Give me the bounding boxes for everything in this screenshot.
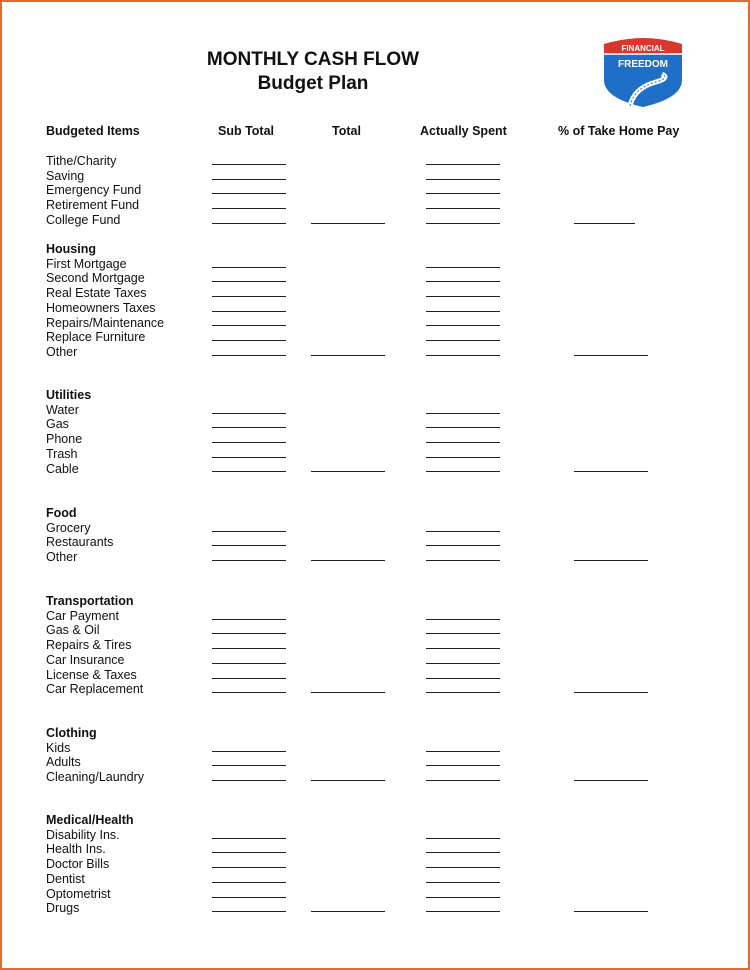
subtotal-blank[interactable] bbox=[212, 780, 286, 781]
actually-spent-blank[interactable] bbox=[426, 296, 500, 297]
percent-blank[interactable] bbox=[574, 223, 635, 224]
budget-item-label: License & Taxes bbox=[46, 667, 137, 682]
actually-spent-blank[interactable] bbox=[426, 911, 500, 912]
budget-item-label: Repairs/Maintenance bbox=[46, 315, 165, 330]
subtotal-blank[interactable] bbox=[212, 164, 286, 165]
actually-spent-blank[interactable] bbox=[426, 281, 500, 282]
logo-main-text: FREEDOM bbox=[618, 59, 668, 70]
subtotal-blank[interactable] bbox=[212, 648, 286, 649]
actually-spent-blank[interactable] bbox=[426, 852, 500, 853]
total-blank[interactable] bbox=[311, 471, 385, 472]
budget-item-label: Gas & Oil bbox=[46, 623, 100, 638]
actually-spent-blank[interactable] bbox=[426, 838, 500, 839]
actually-spent-blank[interactable] bbox=[426, 619, 500, 620]
subtotal-blank[interactable] bbox=[212, 311, 286, 312]
budget-item-label: Other bbox=[46, 550, 78, 565]
actually-spent-blank[interactable] bbox=[426, 442, 500, 443]
actually-spent-blank[interactable] bbox=[426, 164, 500, 165]
col-header-actually-spent: Actually Spent bbox=[420, 124, 507, 138]
actually-spent-blank[interactable] bbox=[426, 223, 500, 224]
subtotal-blank[interactable] bbox=[212, 340, 286, 341]
actually-spent-blank[interactable] bbox=[426, 648, 500, 649]
subtotal-blank[interactable] bbox=[212, 457, 286, 458]
actually-spent-blank[interactable] bbox=[426, 867, 500, 868]
actually-spent-blank[interactable] bbox=[426, 560, 500, 561]
actually-spent-blank[interactable] bbox=[426, 765, 500, 766]
subtotal-blank[interactable] bbox=[212, 751, 286, 752]
subtotal-blank[interactable] bbox=[212, 208, 286, 209]
subtotal-blank[interactable] bbox=[212, 633, 286, 634]
section-heading: Transportation bbox=[46, 594, 134, 608]
financial-freedom-logo bbox=[600, 30, 686, 108]
budget-item-label: Drugs bbox=[46, 901, 80, 916]
budget-item-label: Car Payment bbox=[46, 608, 119, 623]
section-heading: Utilities bbox=[46, 388, 92, 402]
subtotal-blank[interactable] bbox=[212, 179, 286, 180]
budget-item-label: Optometrist bbox=[46, 886, 111, 901]
section-heading: Housing bbox=[46, 242, 96, 256]
actually-spent-blank[interactable] bbox=[426, 692, 500, 693]
budget-item-label: Saving bbox=[46, 168, 85, 183]
total-blank[interactable] bbox=[311, 692, 385, 693]
subtotal-blank[interactable] bbox=[212, 471, 286, 472]
subtotal-blank[interactable] bbox=[212, 911, 286, 912]
budget-item-label: College Fund bbox=[46, 212, 121, 227]
subtotal-blank[interactable] bbox=[212, 296, 286, 297]
budget-item-label: Retirement Fund bbox=[46, 198, 140, 213]
budget-item-label: Dentist bbox=[46, 871, 85, 886]
subtotal-blank[interactable] bbox=[212, 223, 286, 224]
col-header-items: Budgeted Items bbox=[46, 124, 140, 138]
actually-spent-blank[interactable] bbox=[426, 340, 500, 341]
budget-item-label: Gas bbox=[46, 417, 69, 432]
budget-item-label: Health Ins. bbox=[46, 842, 106, 857]
logo-top-text: FINANCIAL bbox=[621, 44, 665, 53]
actually-spent-blank[interactable] bbox=[426, 267, 500, 268]
budget-item-label: Disability Ins. bbox=[46, 827, 120, 842]
total-blank[interactable] bbox=[311, 780, 385, 781]
subtotal-blank[interactable] bbox=[212, 531, 286, 532]
actually-spent-blank[interactable] bbox=[426, 531, 500, 532]
budget-item-label: Second Mortgage bbox=[46, 271, 145, 286]
actually-spent-blank[interactable] bbox=[426, 457, 500, 458]
actually-spent-blank[interactable] bbox=[426, 355, 500, 356]
page-title: MONTHLY CASH FLOW bbox=[206, 49, 420, 70]
actually-spent-blank[interactable] bbox=[426, 471, 500, 472]
budget-item-label: Emergency Fund bbox=[46, 183, 142, 198]
subtotal-blank[interactable] bbox=[212, 413, 286, 414]
subtotal-blank[interactable] bbox=[212, 545, 286, 546]
col-header-total: Total bbox=[332, 124, 361, 138]
actually-spent-blank[interactable] bbox=[426, 633, 500, 634]
subtotal-blank[interactable] bbox=[212, 355, 286, 356]
budget-item-label: Car Insurance bbox=[46, 652, 125, 667]
subtotal-blank[interactable] bbox=[212, 678, 286, 679]
budget-item-label: Grocery bbox=[46, 520, 91, 535]
budget-item-label: Cable bbox=[46, 461, 79, 476]
percent-blank[interactable] bbox=[574, 560, 648, 561]
subtotal-blank[interactable] bbox=[212, 838, 286, 839]
subtotal-blank[interactable] bbox=[212, 619, 286, 620]
subtotal-blank[interactable] bbox=[212, 897, 286, 898]
budget-item-label: Homeowners Taxes bbox=[46, 300, 156, 315]
section-heading: Food bbox=[46, 506, 77, 520]
actually-spent-blank[interactable] bbox=[426, 780, 500, 781]
actually-spent-blank[interactable] bbox=[426, 678, 500, 679]
budget-item-label: Adults bbox=[46, 755, 81, 770]
col-header-subtotal: Sub Total bbox=[218, 124, 275, 138]
percent-blank[interactable] bbox=[574, 911, 648, 912]
percent-blank[interactable] bbox=[574, 692, 648, 693]
actually-spent-blank[interactable] bbox=[426, 325, 500, 326]
budget-item-label: Kids bbox=[46, 740, 71, 755]
actually-spent-blank[interactable] bbox=[426, 193, 500, 194]
total-blank[interactable] bbox=[311, 355, 385, 356]
actually-spent-blank[interactable] bbox=[426, 208, 500, 209]
subtotal-blank[interactable] bbox=[212, 325, 286, 326]
subtotal-blank[interactable] bbox=[212, 663, 286, 664]
subtotal-blank[interactable] bbox=[212, 267, 286, 268]
budget-item-label: Other bbox=[46, 344, 78, 359]
actually-spent-blank[interactable] bbox=[426, 751, 500, 752]
subtotal-blank[interactable] bbox=[212, 867, 286, 868]
percent-blank[interactable] bbox=[574, 355, 648, 356]
budget-item-label: Cleaning/Laundry bbox=[46, 770, 144, 785]
page-subtitle: Budget Plan bbox=[257, 73, 369, 94]
subtotal-blank[interactable] bbox=[212, 852, 286, 853]
percent-blank[interactable] bbox=[574, 780, 648, 781]
actually-spent-blank[interactable] bbox=[426, 427, 500, 428]
actually-spent-blank[interactable] bbox=[426, 545, 500, 546]
budget-item-label: Replace Furniture bbox=[46, 330, 146, 345]
budget-item-label: Trash bbox=[46, 446, 78, 461]
actually-spent-blank[interactable] bbox=[426, 179, 500, 180]
percent-blank[interactable] bbox=[574, 471, 648, 472]
total-blank[interactable] bbox=[311, 223, 385, 224]
budget-item-label: Doctor Bills bbox=[46, 857, 110, 872]
actually-spent-blank[interactable] bbox=[426, 882, 500, 883]
budget-item-label: Repairs & Tires bbox=[46, 638, 132, 653]
actually-spent-blank[interactable] bbox=[426, 663, 500, 664]
budget-item-label: Tithe/Charity bbox=[46, 154, 117, 168]
subtotal-blank[interactable] bbox=[212, 692, 286, 693]
subtotal-blank[interactable] bbox=[212, 193, 286, 194]
budget-item-label: Phone bbox=[46, 432, 83, 447]
subtotal-blank[interactable] bbox=[212, 560, 286, 561]
actually-spent-blank[interactable] bbox=[426, 311, 500, 312]
subtotal-blank[interactable] bbox=[212, 882, 286, 883]
budget-item-label: Real Estate Taxes bbox=[46, 286, 147, 301]
total-blank[interactable] bbox=[311, 560, 385, 561]
budget-item-label: Restaurants bbox=[46, 535, 114, 550]
col-header-percent: % of Take Home Pay bbox=[558, 124, 680, 138]
budget-item-label: First Mortgage bbox=[46, 256, 127, 271]
budget-item-label: Water bbox=[46, 402, 79, 417]
budget-item-label: Car Replacement bbox=[46, 682, 144, 697]
subtotal-blank[interactable] bbox=[212, 281, 286, 282]
total-blank[interactable] bbox=[311, 911, 385, 912]
subtotal-blank[interactable] bbox=[212, 442, 286, 443]
actually-spent-blank[interactable] bbox=[426, 413, 500, 414]
subtotal-blank[interactable] bbox=[212, 765, 286, 766]
subtotal-blank[interactable] bbox=[212, 427, 286, 428]
actually-spent-blank[interactable] bbox=[426, 897, 500, 898]
section-heading: Medical/Health bbox=[46, 813, 134, 827]
section-heading: Clothing bbox=[46, 726, 97, 740]
